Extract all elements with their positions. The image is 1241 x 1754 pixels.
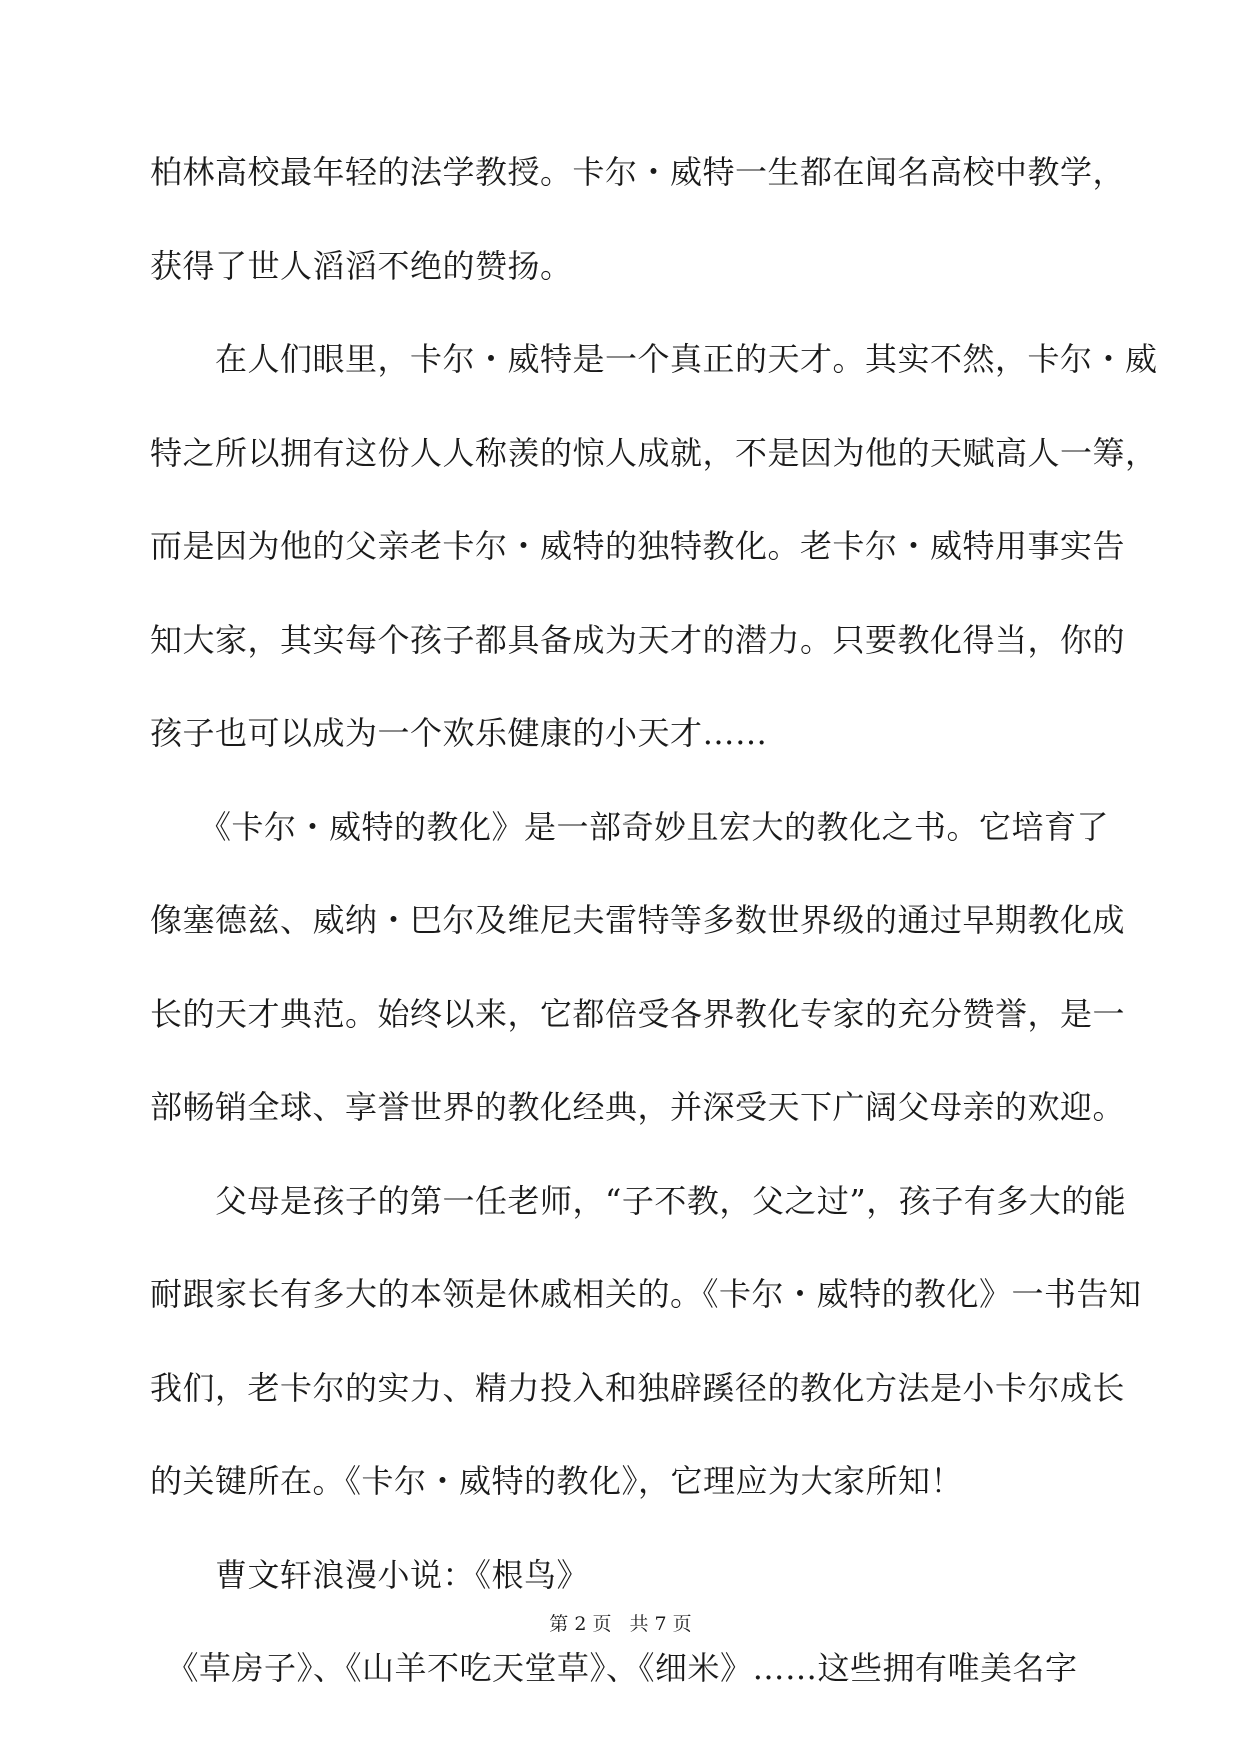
page-footer xyxy=(0,1612,1241,1636)
page-number: 第 2 页 xyxy=(549,1613,612,1635)
paragraph-line: 在人们眼里，卡尔・威特是一个真正的天才。其实不然，卡尔・威 xyxy=(150,340,1158,378)
paragraph-line: 《卡尔・威特的教化》是一部奇妙且宏大的教化之书。它培育了 xyxy=(150,808,1110,846)
paragraph-line: 耐跟家长有多大的本领是休戚相关的。《卡尔・威特的教化》一书告知 xyxy=(150,1275,1142,1313)
paragraph-line: 柏林高校最年轻的法学教授。卡尔・威特一生都在闻名高校中教学， xyxy=(150,153,1126,191)
paragraph-line: 的关键所在。《卡尔・威特的教化》，它理应为大家所知！ xyxy=(150,1462,964,1500)
paragraph-line: 而是因为他的父亲老卡尔・威特的独特教化。老卡尔・威特用事实告 xyxy=(150,527,1126,565)
paragraph-line: 父母是孩子的第一任老师，“子不教，父之过”，孩子有多大的能 xyxy=(150,1182,1127,1220)
paragraph-line: 我们，老卡尔的实力、精力投入和独辟蹊径的教化方法是小卡尔成长 xyxy=(150,1369,1126,1407)
paragraph-line: 曹文轩浪漫小说：《根鸟》 xyxy=(150,1556,590,1594)
paragraph-line: 部畅销全球、享誉世界的教化经典，并深受天下广阔父母亲的欢迎。 xyxy=(150,1088,1126,1126)
paragraph-line: 孩子也可以成为一个欢乐健康的小天才…… xyxy=(150,714,768,752)
page-total: 共 7 页 xyxy=(629,1613,692,1635)
paragraph-line: 像塞德兹、威纳・巴尔及维尼夫雷特等多数世界级的通过早期教化成 xyxy=(150,901,1126,939)
paragraph-line: 知大家，其实每个孩子都具备成为天才的潜力。只要教化得当，你的 xyxy=(150,621,1126,659)
paragraph-line: 长的天才典范。始终以来，它都倍受各界教化专家的充分赞誉，是一 xyxy=(150,995,1126,1033)
paragraph-line: 获得了世人滔滔不绝的赞扬。 xyxy=(150,247,573,285)
paragraph-line: 特之所以拥有这份人人称羡的惊人成就，不是因为他的天赋高人一筹， xyxy=(150,434,1158,472)
paragraph-line: 《草房子》、《山羊不吃天堂草》、《细米》……这些拥有唯美名字 xyxy=(150,1649,1078,1687)
